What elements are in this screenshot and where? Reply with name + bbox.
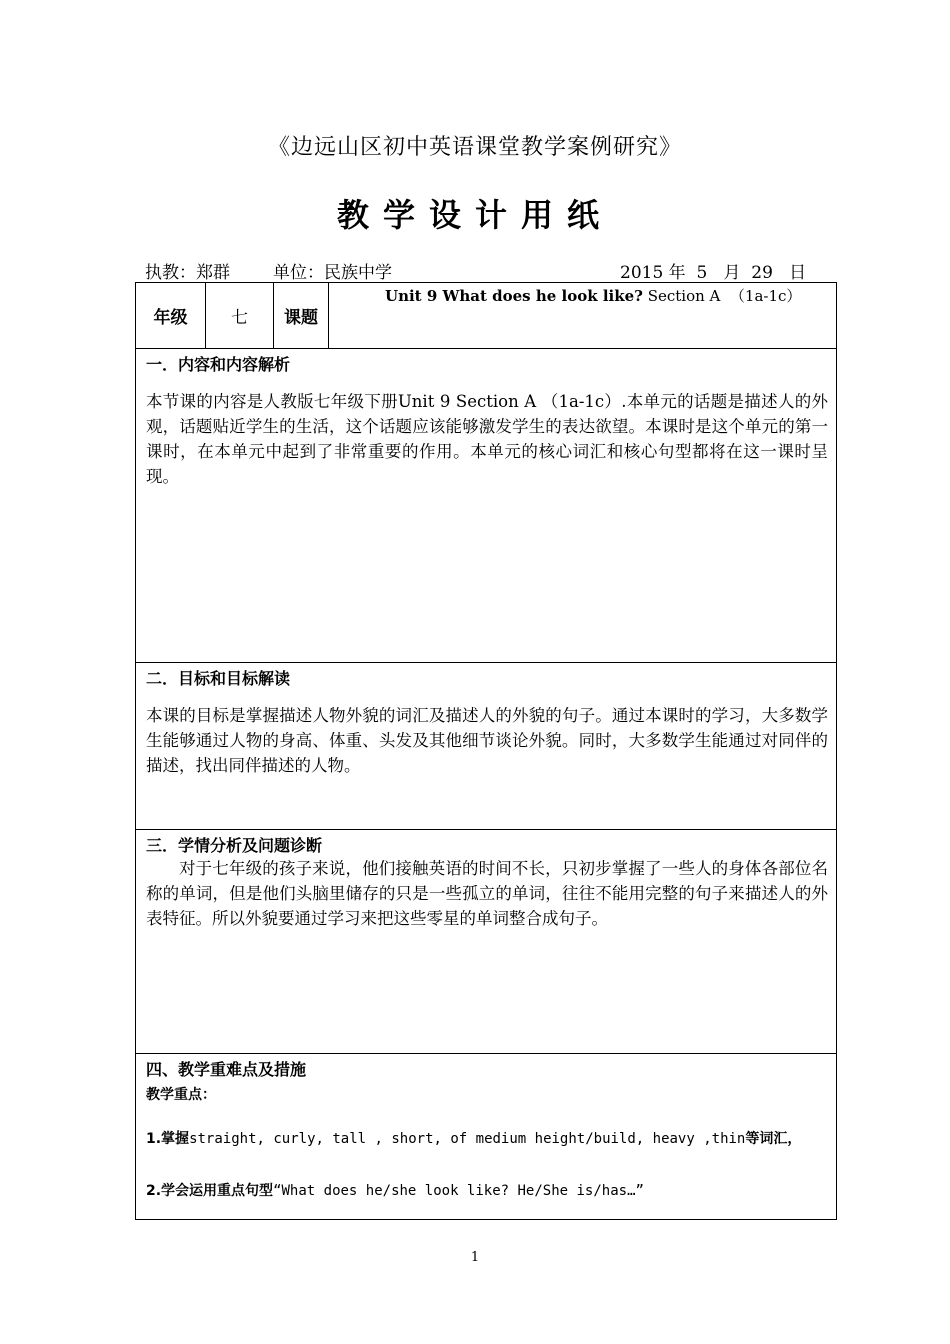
lesson-design-table <box>135 282 837 1220</box>
key-point-1 <box>136 1128 836 1148</box>
key-point-2-prefix: 2.学会运用重点句型 <box>146 1183 274 1199</box>
section-text: 本课的目标是掌握描述人物外貌的词汇及描述人的外貌的句子。通过本课时的学习，大多数学生能够通过人物的身高、体重、头发及其他细节谈论外貌。同时，大多数学生能通过对同伴的描述，找出同伴描述的人物。 <box>146 706 828 775</box>
section-text: 对于七年级的孩子来说，他们接触英语的时间不长，只初步掌握了一些人的身体各部位名称的单词，但是他们头脑里储存的只是一些孤立的单词，往往不能用完整的句子来描述人的外表特征。所以外貌要通过学习来把这些零星的单词整合成句子。 <box>146 859 828 928</box>
topic-label: 课题 <box>274 283 329 349</box>
grade-label: 年级 <box>136 283 206 349</box>
date-label: 2015 年 5 月 29 日 <box>620 263 807 283</box>
key-point-1-words: straight, curly, tall , short, of medium height/build, heavy ,thin <box>189 1131 746 1147</box>
key-point-2 <box>136 1180 836 1200</box>
key-point-2-text: “What does he/she look like? He/She is/has…” <box>273 1183 644 1199</box>
section-heading: 二．目标和目标解读 <box>146 669 291 688</box>
section-heading: 三．学情分析及问题诊断 <box>146 836 323 855</box>
key-point-1-suffix: 等词汇， <box>745 1131 802 1147</box>
document-title: 教学设计用纸 <box>336 196 613 234</box>
page-number: 1 <box>470 1250 480 1265</box>
section-heading: 四、教学重难点及措施 <box>146 1060 307 1079</box>
unit-label: 单位：民族中学 <box>273 263 392 283</box>
grade-value: 七 <box>206 283 274 349</box>
section-objectives <box>136 663 837 830</box>
key-point-1-prefix: 1.掌握 <box>146 1131 190 1147</box>
topic-value <box>329 283 837 349</box>
section-student-analysis <box>136 830 837 1054</box>
section-heading: 一．内容和内容解析 <box>146 355 291 374</box>
document-subtitle: 《边远山区初中英语课堂教学案例研究》 <box>267 135 682 160</box>
section-text: 本节课的内容是人教版七年级下册Unit 9 Section A （1a-1c）.本单元的话题是描述人的外观，话题贴近学生的生活，这个话题应该能够激发学生的表达欲望。本课时是这个单元的第一课时，在本单元中起到了非常重要的作用。本单元的核心词汇和核心句型都将在这一课时呈现。 <box>146 392 828 486</box>
topic-unit-title: Unit 9 What does he look like? <box>385 287 643 305</box>
key-points-subheading: 教学重点： <box>146 1087 216 1103</box>
section-content-analysis <box>136 349 837 663</box>
section-key-points <box>136 1054 837 1220</box>
topic-section: Section A （1a-1c） <box>642 287 802 305</box>
teacher-label: 执教：郑群 <box>145 263 230 283</box>
